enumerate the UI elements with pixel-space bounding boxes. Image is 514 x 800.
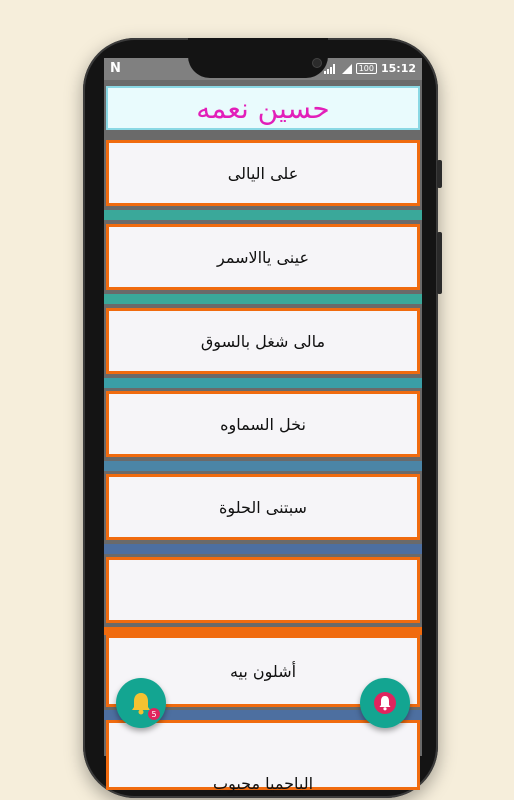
divider-stripe [104, 544, 422, 554]
notification-badge: 5 [148, 708, 160, 720]
song-label: على اليالى [227, 163, 299, 183]
divider-stripe [104, 627, 422, 635]
page-title: حسين نعمه [196, 91, 330, 125]
phone-screen [104, 58, 422, 793]
volume-up-button [437, 160, 442, 188]
song-item-8[interactable] [106, 720, 420, 793]
divider-stripe [104, 378, 422, 388]
song-item-5[interactable] [106, 474, 420, 540]
divider-stripe [104, 294, 422, 304]
song-label: نخل السماوه [220, 414, 306, 434]
song-label: سبتنى الحلوة [219, 497, 307, 517]
clock: 15:12 [380, 62, 416, 75]
song-item-6[interactable] [106, 557, 420, 623]
song-item-3[interactable] [106, 308, 420, 374]
carrier-label: N [110, 61, 121, 76]
camera-notch [188, 38, 328, 78]
status-icons [324, 62, 416, 75]
power-button [437, 232, 442, 294]
notifications-fab-right[interactable] [360, 678, 410, 728]
notifications-fab-left[interactable] [116, 678, 166, 728]
divider-stripe [104, 210, 422, 220]
signal-icon-2 [342, 64, 352, 74]
header [106, 86, 420, 130]
song-label: مالى شغل بالسوق [200, 331, 326, 351]
song-label: الياحميا محبوب [213, 774, 314, 793]
divider-stripe [104, 461, 422, 471]
song-item-1[interactable] [106, 140, 420, 206]
bell-icon [373, 691, 397, 715]
song-label: عينى ياالاسمر [217, 247, 310, 267]
battery-icon: 100 [356, 63, 377, 74]
song-label: أشلون بيه [229, 661, 297, 681]
camera-icon [312, 58, 322, 68]
song-item-4[interactable] [106, 391, 420, 457]
song-item-2[interactable] [106, 224, 420, 290]
